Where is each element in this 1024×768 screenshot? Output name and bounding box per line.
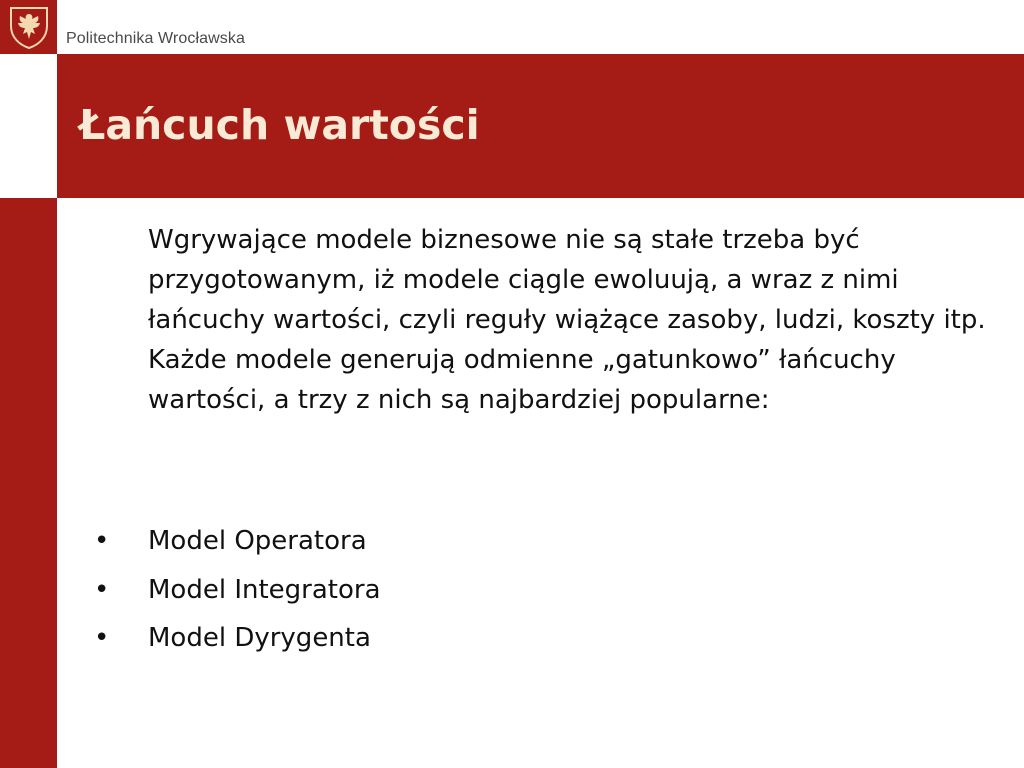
bullet-label: Model Integratora (148, 574, 381, 605)
logo-box (0, 0, 57, 54)
bullet-icon: • (94, 574, 110, 605)
body-paragraph: Wgrywające modele biznesowe nie są stałe trzeba być przygotowanym, iż modele ciągle ewoluują, a wraz z nimi łańcuchy wartości, czyli reguły wiążące zasoby, ludzi, koszty itp. Każde modele generują odmienne „gatunkowo” łańcuchy wartości, a trzy z nich są najbardziej popularne: (148, 225, 986, 415)
bullet-label: Model Dyrygenta (148, 623, 371, 653)
bullet-icon: • (94, 623, 110, 653)
left-accent-bar (0, 198, 57, 768)
bullet-label: Model Operatora (148, 526, 367, 556)
bullet-icon: • (94, 526, 110, 556)
organization-name: Politechnika Wrocławska (66, 30, 245, 47)
slide-title: Łańcuch wartości (79, 101, 480, 149)
eagle-crest-icon (7, 4, 51, 50)
title-band (57, 54, 1024, 198)
